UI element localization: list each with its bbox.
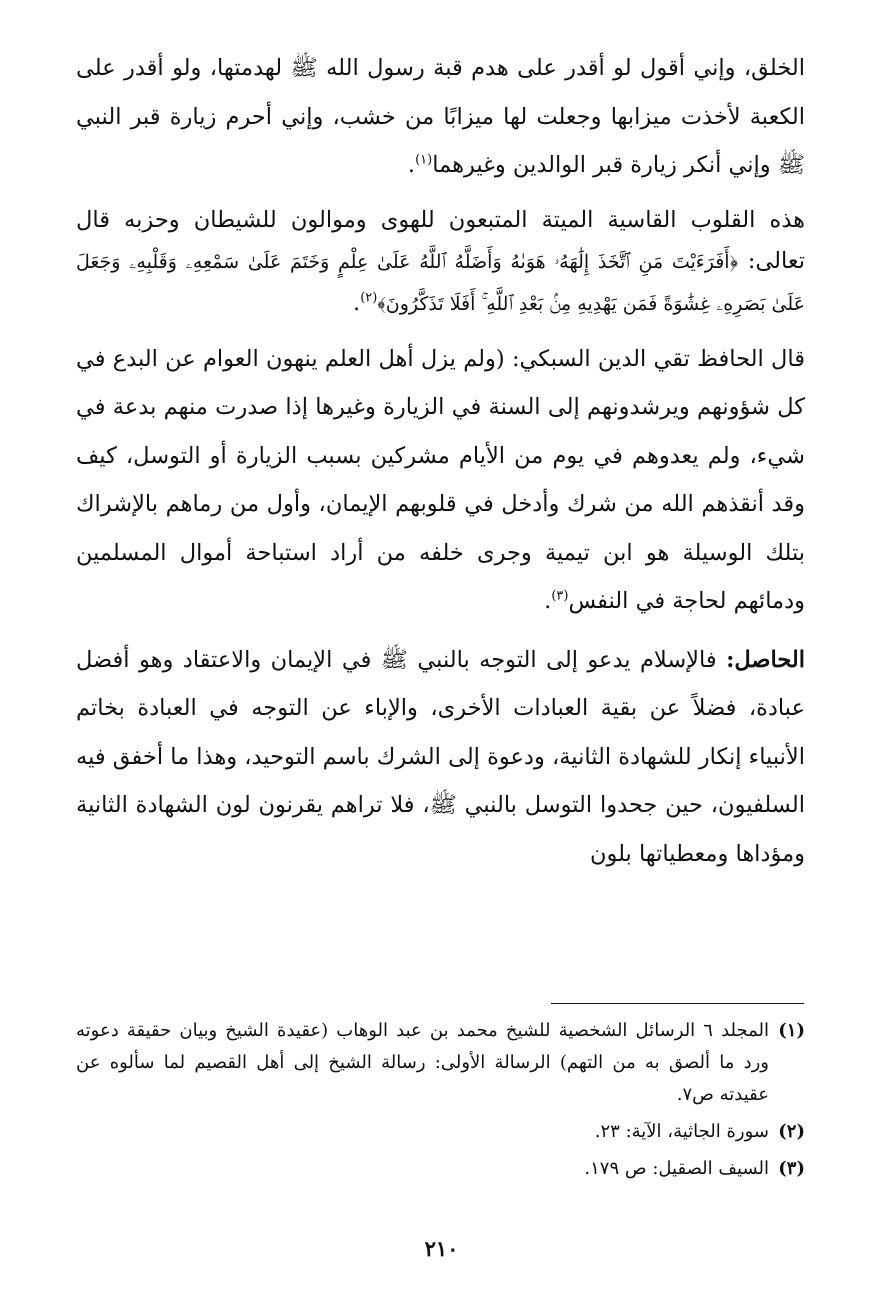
footnotes <box>76 1015 805 1185</box>
page-body <box>76 44 805 878</box>
footnote-2-number: (٢) <box>778 1121 805 1142</box>
footnote-1-text: المجلد ٦ الرسائل الشخصية للشيخ محمد بن عبد الوهاب (عقيدة الشيخ وبيان حقيقة دعوته ورد ما ألصق به من التهم) الرسالة الأولى: رسالة الشيخ إلى أهل القصيم لما سألوه عن عقيدته ص٧. <box>76 1020 770 1105</box>
footnote-ref-2[interactable]: (٢) <box>360 290 378 305</box>
paragraph-3 <box>76 335 805 626</box>
paragraph-3-text: قال الحافظ تقي الدين السبكي: (ولم يزل أهل العلم ينهون العوام عن البدع في كل شؤونهم ويرشدونهم إلى السنة في الزيارة وغيرها إذا صدرت منهم بدعة في شيء، ولم يعدوهم في يوم من الأيام مشركين بسبب الزيارة أو التوسل، كيف وقد أنقذهم الله من شرك وأدخل في قلوبهم الإيمان، وأول من رماهم بالإشراك بتلك الوسيلة هو ابن تيمية وجرى خلفه من أراد استباحة أموال المسلمين ودمائهم لحاجة في النفس <box>76 345 805 614</box>
footnote-3-text: السيف الصقيل: ص ١٧٩. <box>584 1158 769 1179</box>
paragraph-1-end: . <box>407 152 416 178</box>
footnote-divider <box>551 1003 804 1004</box>
footnote-1-number: (١) <box>778 1020 805 1041</box>
footnote-3-number: (٣) <box>778 1158 805 1179</box>
paragraph-1 <box>76 44 805 190</box>
footnote-3 <box>76 1153 805 1185</box>
footnote-2-text: سورة الجاثية، الآية: ٢٣. <box>594 1121 769 1142</box>
footnote-ref-3[interactable]: (٣) <box>551 588 569 604</box>
page-number: ٢١٠ <box>424 1236 459 1261</box>
paragraph-2 <box>76 200 805 325</box>
paragraph-4-lead: الحاصل: <box>726 646 805 673</box>
paragraph-3-end: . <box>544 588 552 614</box>
paragraph-4 <box>76 636 805 879</box>
footnote-ref-1[interactable]: (١) <box>415 152 433 168</box>
paragraph-4-text: فالإسلام يدعو إلى التوجه بالنبي ﷺ في الإيمان والاعتقاد وهو أفضل عبادة، فضلاً عن بقية العبادات الأخرى، والإباء عن التوجه في العبادة بخاتم الأنبياء إنكار للشهادة الثانية، ودعوة إلى الشرك باسم التوحيد، وهذا ما أخفق فيه السلفيون، حين جحدوا التوسل بالنبي ﷺ، فلا تراهم يقرنون لون الشهادة الثانية ومؤداها ومعطياتها بلون <box>76 646 805 867</box>
quran-verse: ﴿أَفَرَءَيْتَ مَنِ ٱتَّخَذَ إِلَٰهَهُۥ هَوَىٰهُ وَأَضَلَّهُ ٱللَّهُ عَلَىٰ عِلْمٍ وَخَتَمَ عَلَىٰ سَمْعِهِۦ وَقَلْبِهِۦ وَجَعَلَ عَلَىٰ بَصَرِهِۦ غِشَٰوَةً فَمَن يَهْدِيهِ مِنۢ بَعْدِ ٱللَّهِ ۚ أَفَلَا تَذَكَّرُونَ﴾ <box>76 250 805 315</box>
footnote-2 <box>76 1116 805 1148</box>
footnote-1 <box>76 1015 805 1111</box>
paragraph-1-text: الخلق، وإني أقول لو أقدر على هدم قبة رسول الله ﷺ لهدمتها، ولو أقدر على الكعبة لأخذت ميزابها وجعلت لها ميزابًا من خشب، وإني أحرم زيارة قبر النبي ﷺ وإني أنكر زيارة قبر الوالدين وغيرهما <box>76 55 805 178</box>
paragraph-2-text: هذه القلوب القاسية الميتة المتبعون للهوى وموالون للشيطان وحزبه قال تعالى: <box>76 206 806 274</box>
paragraph-2-end: . <box>353 289 361 316</box>
